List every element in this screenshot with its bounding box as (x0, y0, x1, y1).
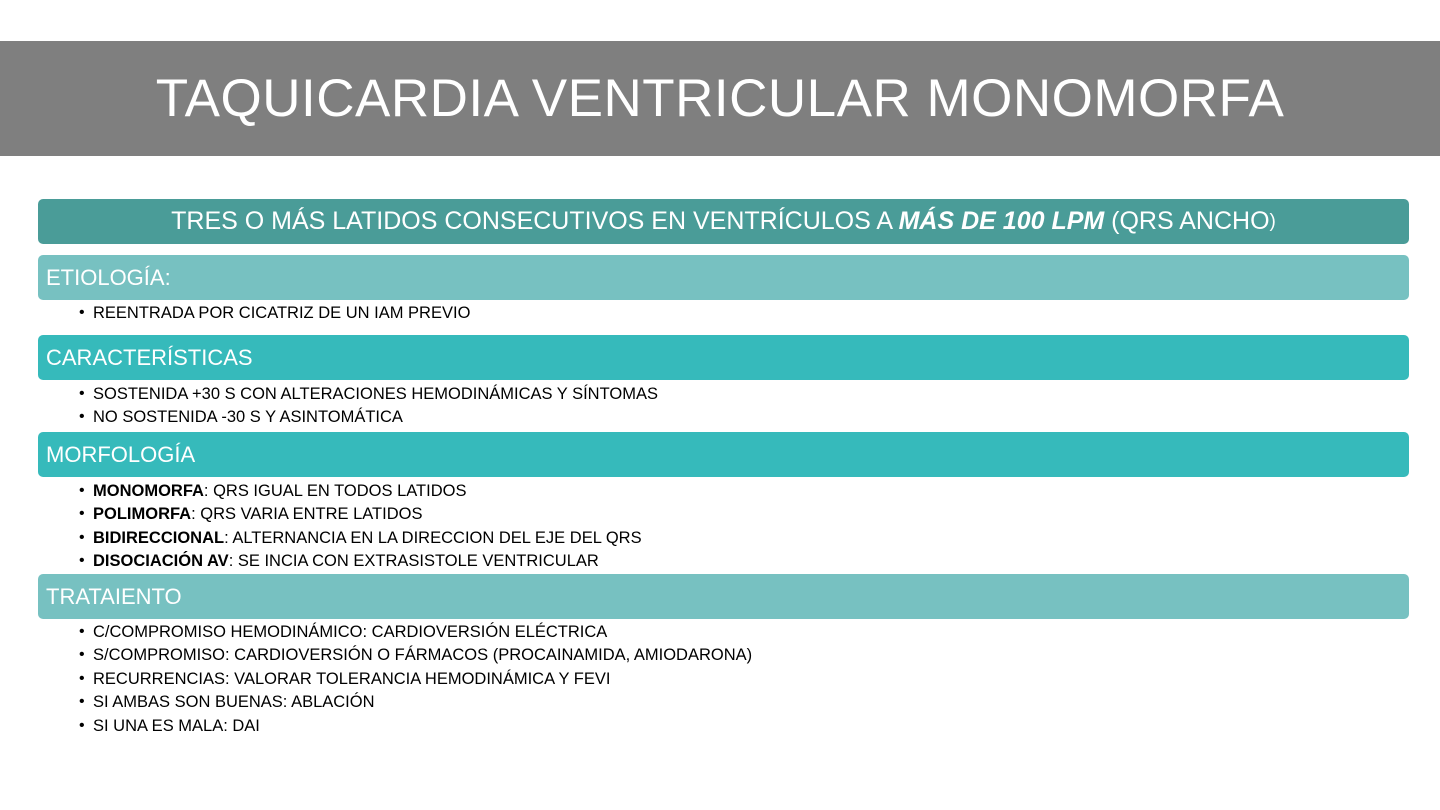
etiologia-list (79, 302, 470, 325)
list-item-text: : QRS VARIA ENTRE LATIDOS (191, 505, 423, 524)
list-item: • SOSTENIDA +30 S CON ALTERACIONES HEMODINÁMICAS Y SÍNTOMAS (79, 383, 658, 406)
section-heading: TRATAIENTO (46, 583, 182, 609)
list-item: • RECURRENCIAS: VALORAR TOLERANCIA HEMODINÁMICA Y FEVI (79, 668, 752, 691)
list-item: • REENTRADA POR CICATRIZ DE UN IAM PREVIO (79, 302, 470, 325)
list-item (79, 550, 642, 573)
section-heading: MORFOLOGÍA (46, 441, 196, 467)
definition-suffix: (QRS ANCHO (1104, 207, 1270, 235)
list-item-text: : SE INCIA CON EXTRASISTOLE VENTRICULAR (228, 552, 599, 571)
tratamiento-list (79, 621, 752, 738)
slide-title: TAQUICARDIA VENTRICULAR MONOMORFA (155, 69, 1285, 128)
list-item (79, 527, 642, 550)
list-item: • NO SOSTENIDA -30 S Y ASINTOMÁTICA (79, 406, 658, 429)
section-heading: CARACTERÍSTICAS (46, 344, 253, 370)
list-item (79, 480, 642, 503)
section-header-tratamiento (38, 574, 1409, 619)
section-header-caracteristicas (38, 335, 1409, 380)
morfologia-list (79, 480, 642, 574)
list-item-term: BIDIRECCIONAL (93, 528, 225, 547)
definition-closing: ) (1269, 210, 1276, 232)
definition-prefix: TRES O MÁS LATIDOS CONSECUTIVOS EN VENTRÍCULOS A (171, 207, 899, 235)
title-band (0, 41, 1440, 156)
list-item-text: : QRS IGUAL EN TODOS LATIDOS (203, 482, 467, 500)
list-item: • S/COMPROMISO: CARDIOVERSIÓN O FÁRMACOS (PROCAINAMIDA, AMIODARONA) (79, 644, 752, 667)
list-item-term: MONOMORFA (93, 482, 204, 500)
section-heading: ETIOLOGÍA: (46, 264, 171, 290)
definition-bar (38, 199, 1409, 244)
list-item: • SI AMBAS SON BUENAS: ABLACIÓN (79, 691, 752, 714)
caracteristicas-list (79, 383, 658, 430)
list-item-text: : ALTERNANCIA EN LA DIRECCION DEL EJE DEL QRS (224, 528, 642, 547)
list-item (79, 503, 642, 526)
list-item: • C/COMPROMISO HEMODINÁMICO: CARDIOVERSIÓN ELÉCTRICA (79, 621, 752, 644)
section-header-etiologia (38, 255, 1409, 300)
list-item: • SI UNA ES MALA: DAI (79, 715, 752, 738)
list-item-term: DISOCIACIÓN AV (93, 552, 229, 571)
section-header-morfologia (38, 432, 1409, 477)
list-item-term: POLIMORFA (93, 505, 192, 524)
definition-emphasis: MÁS DE 100 LPM (898, 207, 1105, 235)
